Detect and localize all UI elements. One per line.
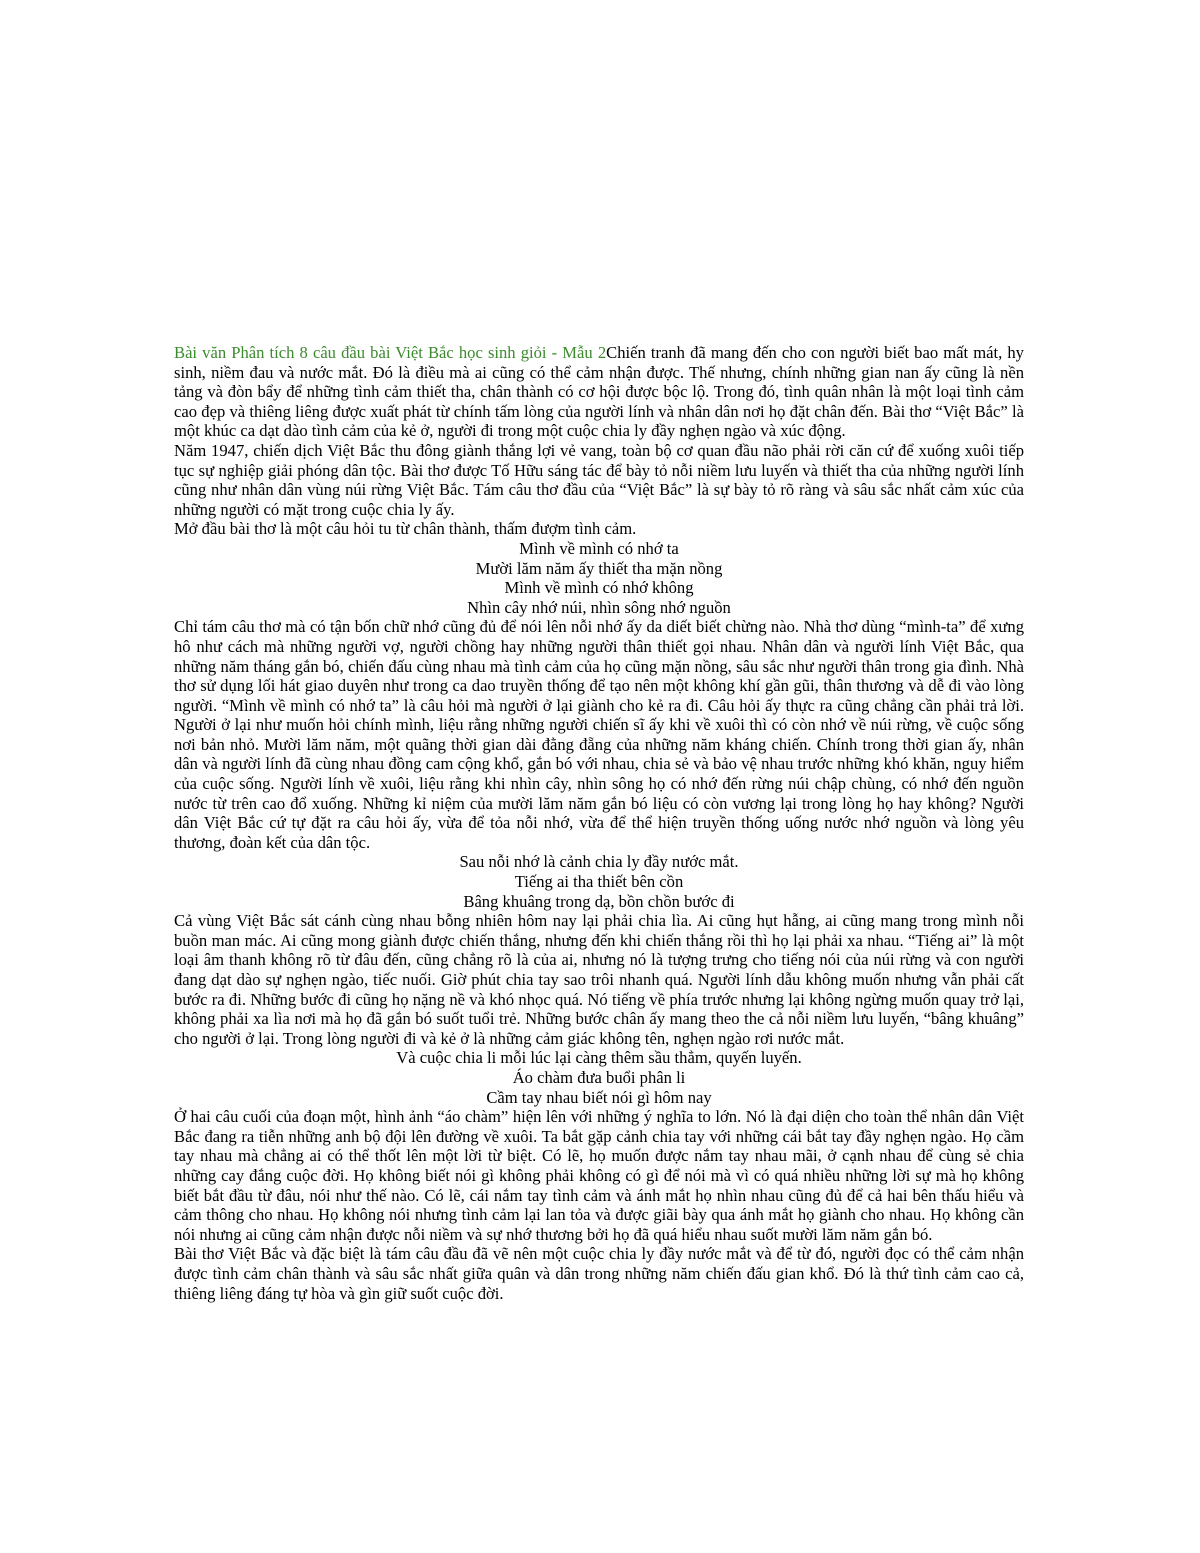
verse-line: Mình về mình có nhớ ta bbox=[519, 538, 679, 558]
paragraph-5: Cả vùng Việt Bắc sát cánh cùng nhau bỗng nhiên hôm nay lại phải chia lìa. Ai cũng hụt hẫng, ai cũng mang trong mình nỗi buồn man mác. Ai cũng mong giành được chiến thắng, nhưng đến khi chiến thắng rồi thì họ lại phải xa nhau. “Tiếng ai” là một loại âm thanh không rõ từ đâu đến, cũng chẳng rõ là của ai, nhưng nó là tượng trưng cho tiếng nói của núi rừng và con người đang dạt dào sự nghẹn ngào, tiếc nuối. Giờ phút chia tay sao trôi nhanh quá. Người lính dẫu không muốn nhưng vẫn phải cất bước ra đi. Những bước đi cũng họ nặng nề và khó nhọc quá. Nó tiếng về phía trước nhưng lại không ngừng muốn quay trở lại, không phải xa lìa nơi mà họ đã gắn bó suốt tuổi trẻ. Những bước chân ấy mang theo the cả nỗi niềm lưu luyến, “bâng khuâng” cho người ở lại. Trong lòng người đi và kẻ ở là những cảm giác không tên, nghẹn ngào rơi nước mắt. bbox=[174, 911, 1024, 1048]
verse-line: Nhìn cây nhớ núi, nhìn sông nhớ nguồn bbox=[467, 597, 731, 617]
paragraph-7: Bài thơ Việt Bắc và đặc biệt là tám câu đầu đã vẽ nên một cuộc chia ly đầy nước mắt và để từ đó, người đọc có thể cảm nhận được tình cảm chân thành và sâu sắc nhất giữa quân và dân trong những năm chiến đấu gian khổ. Đó là thứ tình cảm cao cả, thiêng liêng đáng tự hòa và gìn giữ suốt cuộc đời. bbox=[174, 1244, 1024, 1303]
verse-line: Cầm tay nhau biết nói gì hôm nay bbox=[486, 1087, 712, 1107]
paragraph-6: Ở hai câu cuối của đoạn một, hình ảnh “áo chàm” hiện lên với những ý nghĩa to lớn. Nó là đại diện cho toàn thể nhân dân Việt Bắc đang ra tiễn những anh bộ đội lên đường về xuôi. Ta bắt gặp cảnh chia tay với những cái bắt tay đầy nghẹn ngào. Họ cầm tay nhau mà chẳng ai có thể thốt lên một lời từ biệt. Có lẽ, họ muốn được nắm tay nhau mãi, ở cạnh nhau để cùng sẻ chia những cay đắng cuộc đời. Họ không biết nói gì không phải không có gì để nói mà vì có quá nhiều những lời sự mà họ không biết bắt đầu từ đâu, nói như thế nào. Có lẽ, cái nắm tay tình cảm và ánh mắt họ nhìn nhau cũng đủ để cả hai bên thấu hiểu và cảm thông cho nhau. Họ không nói nhưng tình cảm lại lan tỏa và được giãi bày qua ánh mắt họ giành cho nhau. Họ không cần nói nhưng ai cũng cảm nhận được nỗi niềm và sự nhớ thương bởi họ đã quá hiểu nhau suốt mười lăm năm gắn bó. bbox=[174, 1107, 1024, 1244]
verse-line: Mình về mình có nhớ không bbox=[504, 578, 694, 598]
paragraph-4: Chỉ tám câu thơ mà có tận bốn chữ nhớ cũng đủ để nói lên nỗi nhớ ấy da diết biết chừng nào. Nhà thơ dùng “mình-ta” để xưng hô như cách mà những người vợ, người chồng hay những người thân thiết gọi nhau. Nhân dân và người lính Việt Bắc, qua những năm tháng gắn bó, chiến đấu cùng nhau mà tình cảm của họ cũng mặn nồng, sâu sắc như người thân trong gia đình. Nhà thơ sử dụng lối hát giao duyên như trong ca dao truyền thống để tạo nên một không khí gần gũi, thân thương và dễ đi vào lòng người. “Mình về mình có nhớ ta” là câu hỏi mà người ở lại giành cho kẻ ra đi. Câu hỏi ấy thực ra cũng chẳng cần phải trả lời. Người ở lại như muốn hỏi chính mình, liệu rằng những người chiến sĩ ấy khi về xuôi thì có còn nhớ về núi rừng, về cuộc sống nơi bản nhỏ. Mười lăm năm, một quãng thời gian dài đằng đẵng của những năm kháng chiến. Chính trong thời gian ấy, nhân dân và người lính đã cùng nhau đồng cam cộng khổ, gắn bó với nhau, chia sẻ và bảo vệ nhau trước những khó khăn, nguy hiểm của cuộc sống. Người lính về xuôi, liệu rằng khi nhìn cây, nhìn sông họ có nhớ đến rừng núi chập chùng, có nhớ đến nguồn nước từ trên cao đổ xuống. Những kỉ niệm của mười lăm năm gắn bó liệu có còn vương lại trong lòng họ hay không? Người dân Việt Bắc cứ tự đặt ra câu hỏi ấy, vừa để tỏa nỗi nhớ, vừa để thể hiện truyền thống uống nước nhớ nguồn và lòng yêu thương, đoàn kết của dân tộc. bbox=[174, 617, 1024, 852]
document-page bbox=[174, 343, 1024, 1303]
intro-text: Chiến tranh đã mang đến cho con người biết bao mất mát, hy sinh, niềm đau và nước mắt. Đó là điều mà ai cũng có thể cảm nhận được. Thế nhưng, chính những gian nan ấy cũng là nền tảng và đòn bẩy để những tình cảm thiết tha, chân thành có cơ hội được bộc lộ. Trong đó, tình quân nhân là một loại tình cảm cao đẹp và thiêng liêng được xuất phát từ chính tấm lòng của người lính và nhân dân nơi họ đặt chân đến. Bài thơ “Việt Bắc” là một khúc ca dạt dào tình cảm của kẻ ở, người đi trong một cuộc chia ly đầy nghẹn ngào và xúc động. bbox=[174, 343, 1024, 441]
verse-line: Sau nỗi nhớ là cảnh chia ly đầy nước mắt. bbox=[459, 852, 739, 872]
verse-line: Bâng khuâng trong dạ, bồn chồn bước đi bbox=[463, 891, 735, 911]
document-title: Bài văn Phân tích 8 câu đầu bài Việt Bắc học sinh giỏi - Mẫu 2 bbox=[174, 343, 607, 362]
verse-line: Áo chàm đưa buổi phân li bbox=[512, 1067, 686, 1087]
verse-line: Mười lăm năm ấy thiết tha mặn nồng bbox=[475, 558, 723, 578]
intro-paragraph bbox=[174, 343, 1024, 441]
verse-line: Tiếng ai tha thiết bên cồn bbox=[514, 872, 684, 892]
paragraph-2: Năm 1947, chiến dịch Việt Bắc thu đông giành thắng lợi vẻ vang, toàn bộ cơ quan đầu não phải rời căn cứ để xuống xuôi tiếp tục sự nghiệp giải phóng dân tộc. Bài thơ được Tố Hữu sáng tác để bày tỏ nỗi niềm lưu luyến và thiết tha của những người lính cũng như nhân dân vùng núi rừng Việt Bắc. Tám câu thơ đầu của “Việt Bắc” là sự bày tỏ rõ ràng và sâu sắc nhất cảm xúc của những người có mặt trong cuộc chia ly ấy. bbox=[174, 440, 1024, 519]
paragraph-3: Mở đầu bài thơ là một câu hỏi tu từ chân thành, thấm đượm tình cảm. bbox=[174, 519, 637, 539]
verse-line: Và cuộc chia li mỗi lúc lại càng thêm sầu thẳm, quyến luyến. bbox=[396, 1048, 802, 1068]
